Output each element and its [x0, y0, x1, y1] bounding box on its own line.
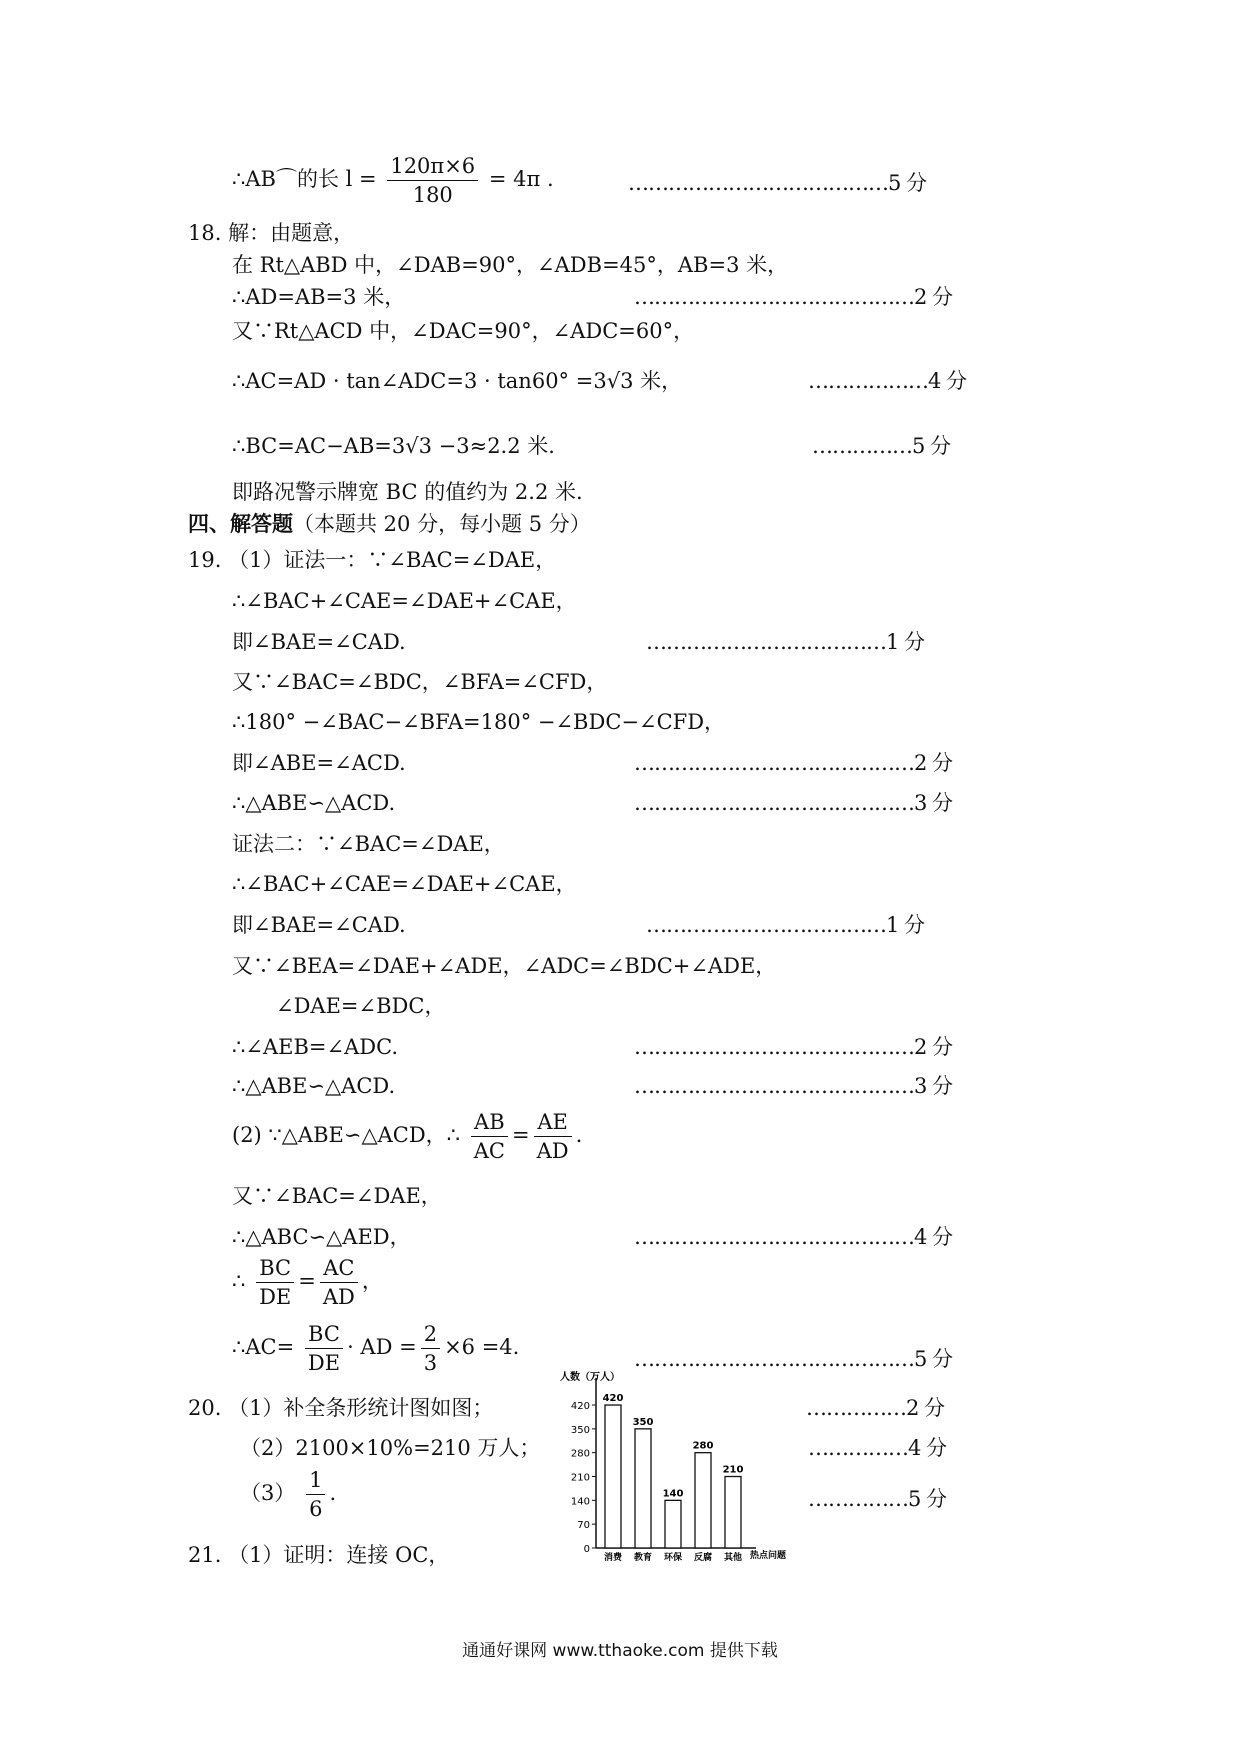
solution-line: 又∵Rt△ACD 中，∠DAC=90°，∠ADC=60°，: [232, 319, 695, 343]
fraction-line: (2) ∵△ABE∽△ACD，∴ $\frac{AB}{AC}$ = $\frac{AE}{AD}$ .: [232, 1110, 583, 1163]
solution-line: ∴180° −∠BAC−∠BFA=180° −∠BDC−∠CFD，: [232, 710, 726, 734]
score-dots: ………………4 分: [808, 369, 967, 393]
y-tick-label: 420: [570, 1401, 590, 1413]
solution-line: ∴∠BAC+∠CAE=∠DAE+∠CAE，: [232, 589, 577, 613]
fraction: $\frac{2}{3}$: [421, 1320, 440, 1377]
y-axis-label: 人数（万人）: [560, 1372, 620, 1383]
y-tick-label: 70: [577, 1520, 590, 1532]
score-dots: ……………………………………3 分: [634, 1074, 953, 1098]
y-tick-label: 210: [570, 1472, 590, 1484]
score-dots: ……………………………………5 分: [634, 1347, 953, 1371]
bar-chart: [558, 1368, 798, 1568]
arc-result: = 4π .: [488, 167, 554, 191]
score-dots: ………………………………1 分: [646, 630, 925, 654]
solution-line: ∴△ABC∽△AED，: [232, 1225, 411, 1249]
y-tick-label: 280: [570, 1448, 590, 1460]
bar: [635, 1429, 651, 1548]
solution-line: ∠DAE=∠BDC，: [276, 994, 446, 1018]
score-dots: ……………………………………4 分: [634, 1225, 953, 1249]
footer: 通通好课网 www.tthaoke.com 提供下载: [462, 1641, 778, 1661]
solution-line: ∴∠AEB=∠ADC.: [232, 1035, 399, 1059]
bar: [695, 1453, 711, 1548]
solution-line: 又∵∠BAC=∠DAE，: [232, 1184, 442, 1208]
problem-18-heading: 18. 解：由题意，: [188, 221, 355, 245]
arc-length-line: [232, 152, 554, 209]
fraction-line: ∴AC= $\frac{BC}{DE}$ · AD = $\frac{2}{3}$ ×6 =4.: [232, 1322, 520, 1375]
solution-line: 又∵∠BAC=∠BDC，∠BFA=∠CFD，: [232, 670, 608, 694]
fraction: $\frac{BC}{DE}$: [256, 1254, 294, 1311]
score-dots: …………………………………5 分: [628, 171, 927, 195]
arc-lead: AB⌒的长 l =: [245, 167, 377, 191]
bar-value-label: 210: [722, 1464, 744, 1476]
score-dots: ……………5 分: [808, 1487, 947, 1511]
fraction-line: （3） $\frac{1}{6}$ .: [240, 1468, 337, 1521]
bar: [605, 1405, 621, 1548]
score-dots: ………………………………1 分: [646, 913, 925, 937]
bar-value-label: 420: [602, 1393, 624, 1405]
fraction: $\frac{AB}{AC}$: [471, 1108, 508, 1165]
solution-line: ∴△ABE∽△ACD.: [232, 1074, 396, 1098]
category-label: 其他: [723, 1553, 743, 1563]
solution-line: 即∠BAE=∠CAD.: [232, 913, 406, 937]
problem-20-heading: 20. （1）补全条形统计图如图；: [188, 1396, 494, 1420]
score-dots: ……………………………………2 分: [634, 285, 953, 309]
category-label: 教育: [633, 1553, 653, 1563]
fraction: $\frac{AE}{AD}$: [534, 1108, 572, 1165]
fraction: $\frac{1}{6}$: [306, 1466, 325, 1523]
solution-line: 即路况警示牌宽 BC 的值约为 2.2 米.: [232, 480, 583, 504]
solution-line: ∴AC=AD · tan∠ADC=3 · tan60° =3√3 米，: [232, 369, 683, 393]
y-tick-label: 350: [570, 1424, 590, 1436]
fraction: $\frac{AC}{AD}$: [320, 1254, 358, 1311]
solution-line: ∴BC=AC−AB=3√3 −3≈2.2 米.: [232, 434, 555, 458]
section-title: 四、解答题: [188, 511, 293, 536]
section-subtitle: （本题共 20 分，每小题 5 分）: [293, 512, 591, 536]
category-label: 反腐: [693, 1553, 713, 1563]
score-dots: ……………5 分: [812, 434, 951, 458]
fraction: $\frac{BC}{DE}$: [305, 1320, 343, 1377]
score-dots: ……………………………………3 分: [634, 791, 953, 815]
solution-line: ∴△ABE∽△ACD.: [232, 791, 396, 815]
solution-line: ∴AD=AB=3 米，: [232, 285, 406, 309]
solution-line: 证法二：∵∠BAC=∠DAE，: [232, 832, 505, 856]
bar: [665, 1500, 681, 1548]
fraction: $\frac{120\pi\times 6}{180}$: [387, 152, 478, 209]
bar: [725, 1477, 741, 1548]
solution-line: 又∵∠BEA=∠DAE+∠ADE，∠ADC=∠BDC+∠ADE，: [232, 954, 777, 978]
score-dots: ……………………………………2 分: [634, 751, 953, 775]
x-axis-label: 热点问题: [750, 1551, 787, 1561]
therefore-symbol: ∴: [232, 167, 246, 191]
bar-value-label: 140: [662, 1488, 684, 1500]
problem-21-heading: 21. （1）证明：连接 OC，: [188, 1543, 450, 1567]
category-label: 环保: [663, 1553, 683, 1563]
score-dots: ……………4 分: [808, 1436, 947, 1460]
solution-line: ∴∠BAC+∠CAE=∠DAE+∠CAE，: [232, 872, 577, 896]
section-heading: [188, 509, 591, 539]
problem-19-heading: 19. （1）证法一：∵∠BAC=∠DAE，: [188, 548, 557, 572]
solution-line: （2）2100×10%=210 万人；: [240, 1436, 541, 1460]
solution-line: 在 Rt△ABD 中，∠DAB=90°，∠ADB=45°，AB=3 米，: [232, 253, 789, 277]
bar-value-label: 280: [692, 1440, 714, 1452]
solution-line: 即∠BAE=∠CAD.: [232, 630, 406, 654]
category-label: 消费: [603, 1553, 623, 1563]
score-dots: ……………………………………2 分: [634, 1035, 953, 1059]
fraction-line: ∴ $\frac{BC}{DE}$ = $\frac{AC}{AD}$ ，: [232, 1256, 383, 1309]
y-tick-label: 140: [570, 1496, 590, 1508]
y-tick-label: 0: [583, 1544, 590, 1555]
bar-value-label: 350: [632, 1416, 654, 1428]
solution-line: 即∠ABE=∠ACD.: [232, 751, 406, 775]
score-dots: ……………2 分: [806, 1396, 945, 1420]
